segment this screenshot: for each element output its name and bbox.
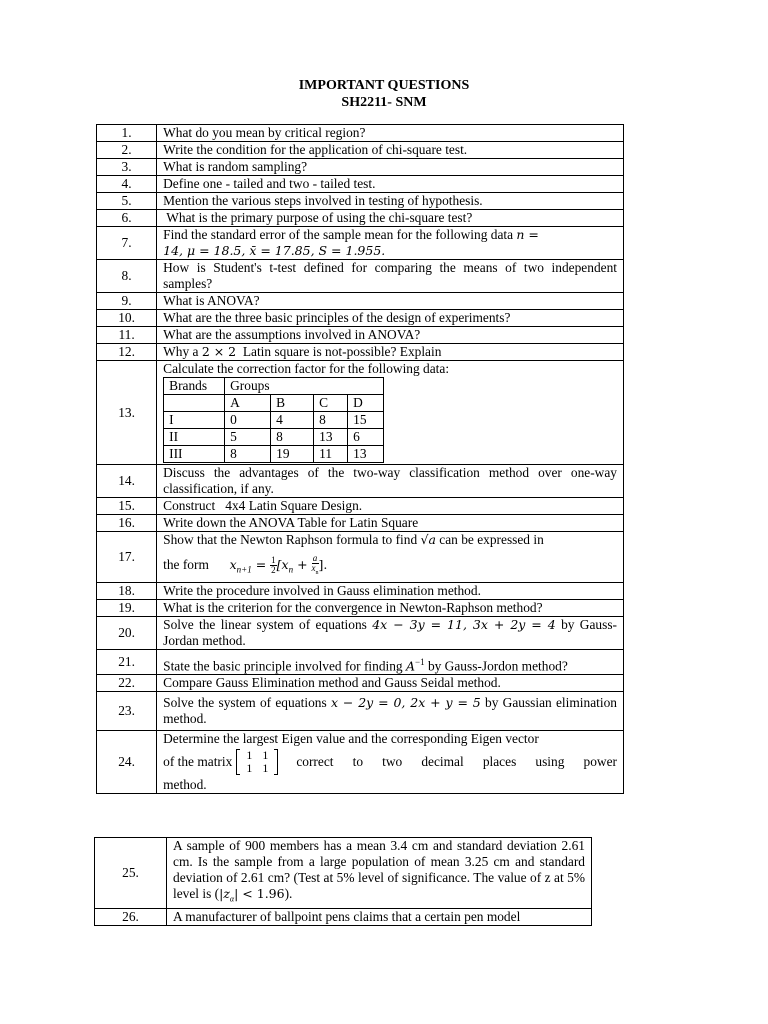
table-row	[97, 293, 624, 310]
math-subscript: n	[288, 564, 294, 575]
table-cell: 8	[225, 446, 271, 463]
table-row	[164, 446, 384, 463]
question-number: 18.	[97, 582, 157, 599]
question-text: What are the three basic principles of the design of experiments?	[157, 310, 624, 327]
table-row	[97, 142, 624, 159]
table-row	[97, 260, 624, 293]
table-cell: 4	[271, 412, 314, 429]
document-subtitle: SH2211- SNM	[341, 95, 427, 110]
questions-table-continued	[94, 837, 592, 926]
question-text-part: by Gaussian elimination method.	[163, 695, 617, 727]
question-number: 12.	[97, 344, 157, 361]
questions-table	[96, 124, 624, 794]
question-text: Construct 4x4 Latin Square Design.	[157, 498, 624, 515]
question-text-part: of the matrix	[163, 754, 233, 770]
question-text: What is ANOVA?	[157, 293, 624, 310]
math-expression: 2 × 2	[201, 344, 237, 359]
question-text: How is Student's t-test defined for comparing the means of two independent samples?	[157, 260, 624, 293]
table-row	[97, 327, 624, 344]
question-number: 6.	[97, 210, 157, 227]
table-cell: 19	[271, 446, 314, 463]
table-cell: 8	[271, 429, 314, 446]
math-expression: √a	[420, 532, 436, 547]
question-number: 5.	[97, 193, 157, 210]
table-row	[97, 344, 624, 361]
question-text: Define one - tailed and two - tailed test.	[157, 176, 624, 193]
table-row	[97, 465, 624, 498]
math-expression: +	[293, 556, 312, 572]
table-header: Brands	[164, 378, 225, 395]
math-expression: | < 1.96	[234, 886, 285, 901]
table-cell: 0	[225, 412, 271, 429]
question-text	[157, 692, 624, 731]
math-superscript: −1	[415, 656, 425, 667]
table-row	[97, 125, 624, 142]
question-number: 9.	[97, 293, 157, 310]
question-text-part: can be expressed in	[435, 532, 544, 547]
question-number: 11.	[97, 327, 157, 344]
math-expression: x	[229, 556, 237, 572]
question-text: What is the criterion for the convergence in Newton-Raphson method?	[157, 599, 624, 616]
math-expression: n =	[516, 227, 539, 242]
question-text-part: method.	[163, 777, 207, 793]
table-row	[95, 908, 592, 925]
question-number: 3.	[97, 159, 157, 176]
question-number: 23.	[97, 692, 157, 731]
question-text	[157, 649, 624, 674]
fraction-numerator: a	[312, 553, 318, 563]
table-row	[164, 429, 384, 446]
table-row	[164, 378, 384, 395]
document-title: IMPORTANT QUESTIONS	[298, 78, 470, 93]
table-cell: II	[164, 429, 225, 446]
question-number: 2.	[97, 142, 157, 159]
table-row	[97, 310, 624, 327]
question-text-part: ).	[284, 886, 293, 901]
question-text-part: Determine the largest Eigen value and the corresponding Eigen vector	[163, 731, 539, 747]
fraction-numerator: 1	[271, 555, 276, 566]
table-row	[97, 582, 624, 599]
table-cell: I	[164, 412, 225, 429]
math-expression: 4x − 3y = 11, 3x + 2y = 4	[372, 616, 556, 632]
fraction-denominator-var: x	[311, 563, 316, 573]
question-text: What do you mean by critical region?	[157, 125, 624, 142]
question-number: 25.	[95, 838, 167, 909]
fraction-denominator: 2	[271, 565, 276, 576]
table-row	[97, 193, 624, 210]
table-row	[97, 227, 624, 260]
question-text	[157, 227, 624, 260]
table-row	[97, 532, 624, 583]
table-row	[97, 616, 624, 649]
math-expression: A	[405, 658, 416, 674]
question-text: What is random sampling?	[157, 159, 624, 176]
question-number: 24.	[97, 731, 157, 794]
question-number: 26.	[95, 908, 167, 925]
table-row	[97, 361, 624, 465]
table-header: C	[314, 395, 348, 412]
table-row	[97, 159, 624, 176]
data-table	[163, 377, 384, 463]
math-expression: =	[251, 556, 271, 572]
table-row	[97, 498, 624, 515]
question-number: 8.	[97, 260, 157, 293]
matrix-cell: 1	[262, 748, 269, 763]
table-cell: III	[164, 446, 225, 463]
question-text-part: by Gauss-Jordon method?	[424, 658, 568, 674]
question-text-part: correct to two decimal places using power	[296, 754, 617, 770]
question-text	[157, 532, 624, 583]
table-cell: 13	[348, 446, 384, 463]
question-text-part: Show that the Newton Raphson formula to find	[163, 532, 421, 547]
question-number: 21.	[97, 649, 157, 674]
math-expression: |z	[219, 886, 230, 901]
table-row	[95, 838, 592, 909]
table-cell: 11	[314, 446, 348, 463]
question-text-part: the form	[163, 556, 209, 572]
question-number: 20.	[97, 616, 157, 649]
question-number: 4.	[97, 176, 157, 193]
table-header: A	[225, 395, 271, 412]
table-row	[97, 649, 624, 674]
question-number: 13.	[97, 361, 157, 465]
question-text: Write the procedure involved in Gauss elimination method.	[157, 582, 624, 599]
question-text-part: by Gauss-Jordan method.	[163, 616, 617, 648]
question-text-part: Calculate the correction factor for the following data:	[163, 361, 450, 376]
question-text-part: State the basic principle involved for finding	[163, 658, 406, 674]
question-text-part: A sample of 900 members has a mean 3.4 cm and standard deviation 2.61 cm. Is the sample from a large population of mean 3.25 cm and standard deviation of 2.61 cm? (Test at 5% level of significance. The value of z at 5% level is (	[173, 838, 585, 901]
table-row	[97, 210, 624, 227]
question-number: 19.	[97, 599, 157, 616]
question-text: What are the assumptions involved in ANOVA?	[157, 327, 624, 344]
table-row	[97, 599, 624, 616]
math-subscript: n	[315, 569, 319, 576]
question-number: 14.	[97, 465, 157, 498]
question-text: What is the primary purpose of using the chi-square test?	[157, 210, 624, 227]
question-text-part: Latin square is not-possible? Explain	[236, 344, 442, 359]
question-number: 22.	[97, 675, 157, 692]
question-text	[157, 616, 624, 649]
table-header: D	[348, 395, 384, 412]
question-number: 17.	[97, 532, 157, 583]
matrix-cell: 1	[246, 761, 253, 776]
math-expression: ].	[318, 556, 328, 572]
question-text: Mention the various steps involved in testing of hypothesis.	[157, 193, 624, 210]
question-text-part: Why a	[163, 344, 202, 359]
question-text: Write the condition for the application of chi-square test.	[157, 142, 624, 159]
matrix	[236, 749, 278, 775]
matrix-cell: 1	[246, 748, 253, 763]
question-text	[167, 838, 592, 909]
math-expression: x − 2y = 0, 2x + y = 5	[330, 695, 481, 711]
question-text-part: Find the standard error of the sample mean for the following data	[163, 227, 517, 242]
table-row	[97, 515, 624, 532]
table-cell: 15	[348, 412, 384, 429]
question-text	[157, 361, 624, 465]
question-text	[157, 731, 624, 794]
table-row	[97, 176, 624, 193]
math-expression: [x	[276, 556, 289, 572]
question-number: 1.	[97, 125, 157, 142]
math-subscript: α	[229, 894, 235, 904]
question-text-part: Solve the system of equations	[163, 695, 331, 711]
table-cell: 6	[348, 429, 384, 446]
table-row	[97, 675, 624, 692]
question-number: 16.	[97, 515, 157, 532]
table-row	[97, 692, 624, 731]
question-text: Write down the ANOVA Table for Latin Square	[157, 515, 624, 532]
math-fraction	[312, 554, 319, 578]
table-cell: 13	[314, 429, 348, 446]
question-number: 7.	[97, 227, 157, 260]
matrix-cell: 1	[262, 761, 269, 776]
table-header: Groups	[225, 378, 384, 395]
table-cell: 8	[314, 412, 348, 429]
question-text: A manufacturer of ballpoint pens claims that a certain pen model	[167, 908, 592, 925]
question-text-part: Solve the linear system of equations	[163, 616, 373, 632]
question-number: 10.	[97, 310, 157, 327]
table-row	[164, 395, 384, 412]
question-text: Discuss the advantages of the two-way classification method over one-way classification, if any.	[157, 465, 624, 498]
math-subscript: n+1	[236, 564, 252, 575]
table-cell: 5	[225, 429, 271, 446]
fraction-denominator	[312, 564, 319, 578]
math-expression: 14, μ = 18.5, x̄ = 17.85, S = 1.955.	[163, 243, 386, 258]
table-row	[97, 731, 624, 794]
table-cell	[164, 395, 225, 412]
table-header: B	[271, 395, 314, 412]
question-text: Compare Gauss Elimination method and Gauss Seidal method.	[157, 675, 624, 692]
table-row	[164, 412, 384, 429]
question-number: 15.	[97, 498, 157, 515]
question-text	[157, 344, 624, 361]
